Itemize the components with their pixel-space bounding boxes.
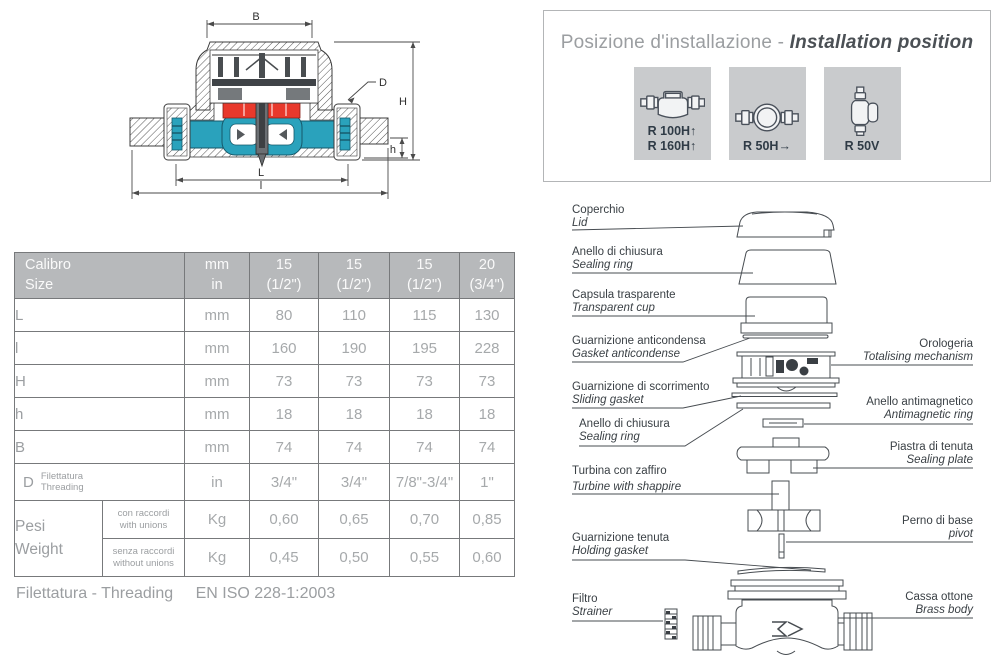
installation-tiles (544, 67, 990, 160)
footnote-standard: EN ISO 228-1:2003 (195, 585, 336, 602)
footnote-left: Filettatura - Threading (16, 585, 174, 602)
sliding-gasket-part (732, 393, 837, 397)
table-row-B: B mm 74 74 74 74 (15, 431, 515, 464)
brass-body-part (693, 580, 872, 655)
tile-frontal-r50h (729, 67, 806, 160)
header-calibro: Calibro Size (15, 253, 185, 299)
meter-horizontal-icon (639, 84, 705, 121)
tile-label-r100: R 100H↑ R 160H↑ (647, 123, 697, 154)
thread-row-sub: Filettatura Threading (40, 470, 84, 493)
header-size-3: 15 (1/2") (390, 253, 460, 299)
threading-footnote (16, 585, 335, 603)
dim-label-H: H (399, 96, 407, 108)
table-row-H: H mm 73 73 73 73 (15, 365, 515, 398)
sealing-ring-upper-part (739, 250, 836, 284)
meter-vertical-icon (842, 86, 882, 136)
header-size-1: 15 (1/2") (250, 253, 319, 299)
label-strainer: Filtro Strainer (572, 593, 613, 618)
dim-label-B: B (252, 11, 260, 23)
label-lid: Coperchio Lid (572, 204, 625, 229)
table-row-h: h mm 18 18 18 18 (15, 398, 515, 431)
tile-vertical-r50v (824, 67, 901, 160)
table-row-D-threading: D Filettatura Threading in 3/4" 3/4" 7/8"-3/4" 1" (15, 464, 515, 501)
header-units: mm in (185, 253, 250, 299)
antimagnetic-ring-part (763, 419, 803, 427)
label-antimagnetic-ring: Anello antimagnetico Antimagnetic ring (866, 396, 973, 421)
label-holding-gasket: Guarnizione tenuta Holding gasket (572, 532, 670, 557)
table-row-weight-without-unions: senza raccordi without unions Kg 0,45 0,50 0,55 0,60 (15, 539, 515, 577)
tile-label-r50h: R 50H→ (743, 139, 791, 154)
table-row-weight-with-unions: Pesi Weight con raccordi with unions Kg 0,60 0,65 0,70 0,85 (15, 501, 515, 539)
label-turbine: Turbina con zaffiro Turbine with shappire (572, 465, 682, 493)
dim-label-L: L (257, 167, 265, 179)
label-brass-body: Cassa ottone Brass body (905, 591, 973, 616)
label-sliding-gasket: Guarnizione di scorrimento Sliding gasket (572, 381, 710, 406)
installation-title: Posizione d'installazione - Installation position (560, 32, 974, 53)
exploded-view (545, 197, 1000, 657)
installation-position-box (543, 10, 991, 182)
label-transparent-cup: Capsula trasparente Transparent cup (572, 289, 676, 314)
table-header-row (15, 253, 515, 299)
tile-horizontal-r100-r160 (634, 67, 711, 160)
dim-label-h: h (389, 144, 396, 156)
strainer-part (665, 609, 677, 639)
turbine-part (748, 481, 820, 531)
transparent-cup-part (741, 297, 832, 333)
header-size-2: 15 (1/2") (319, 253, 390, 299)
label-totalising-mechanism: Orologeria Totalising mechanism (862, 338, 973, 363)
table-row-l: l mm 160 190 195 228 (15, 332, 515, 365)
label-pivot: Perno di base pivot (902, 515, 973, 540)
meter-frontal-icon (734, 99, 800, 136)
table-row-L: L mm 80 110 115 130 (15, 299, 515, 332)
sealing-ring-lower-part (737, 403, 830, 408)
label-gasket-anticondense: Guarnizione anticondensa Gasket anticondense (572, 335, 706, 360)
header-size-4: 20 (3/4") (460, 253, 515, 299)
spec-table (14, 252, 515, 577)
meter-section-drawing (60, 0, 480, 210)
lid-part (737, 212, 834, 237)
installation-title-en: Installation position (789, 32, 974, 53)
register-head (196, 42, 332, 110)
thread-row-letter: D (23, 473, 34, 491)
installation-title-it: Posizione d'installazione (560, 32, 773, 53)
anticondense-gasket-part (743, 335, 828, 338)
label-sealing-ring-2: Anello di chiusura Sealing ring (579, 418, 670, 443)
spec-table-wrap (14, 252, 515, 577)
tile-label-r50v: R 50V (844, 139, 880, 154)
label-sealing-ring-1: Anello di chiusura Sealing ring (572, 246, 663, 271)
dim-label-l: l (259, 180, 263, 192)
holding-gasket-part (738, 567, 825, 574)
totalising-mechanism-part (733, 352, 839, 391)
dim-label-D: D (379, 77, 387, 89)
weight-label-cell: Pesi Weight (15, 501, 103, 577)
label-sealing-plate: Piastra di tenuta Sealing plate (889, 441, 973, 466)
pivot-part (779, 534, 784, 558)
